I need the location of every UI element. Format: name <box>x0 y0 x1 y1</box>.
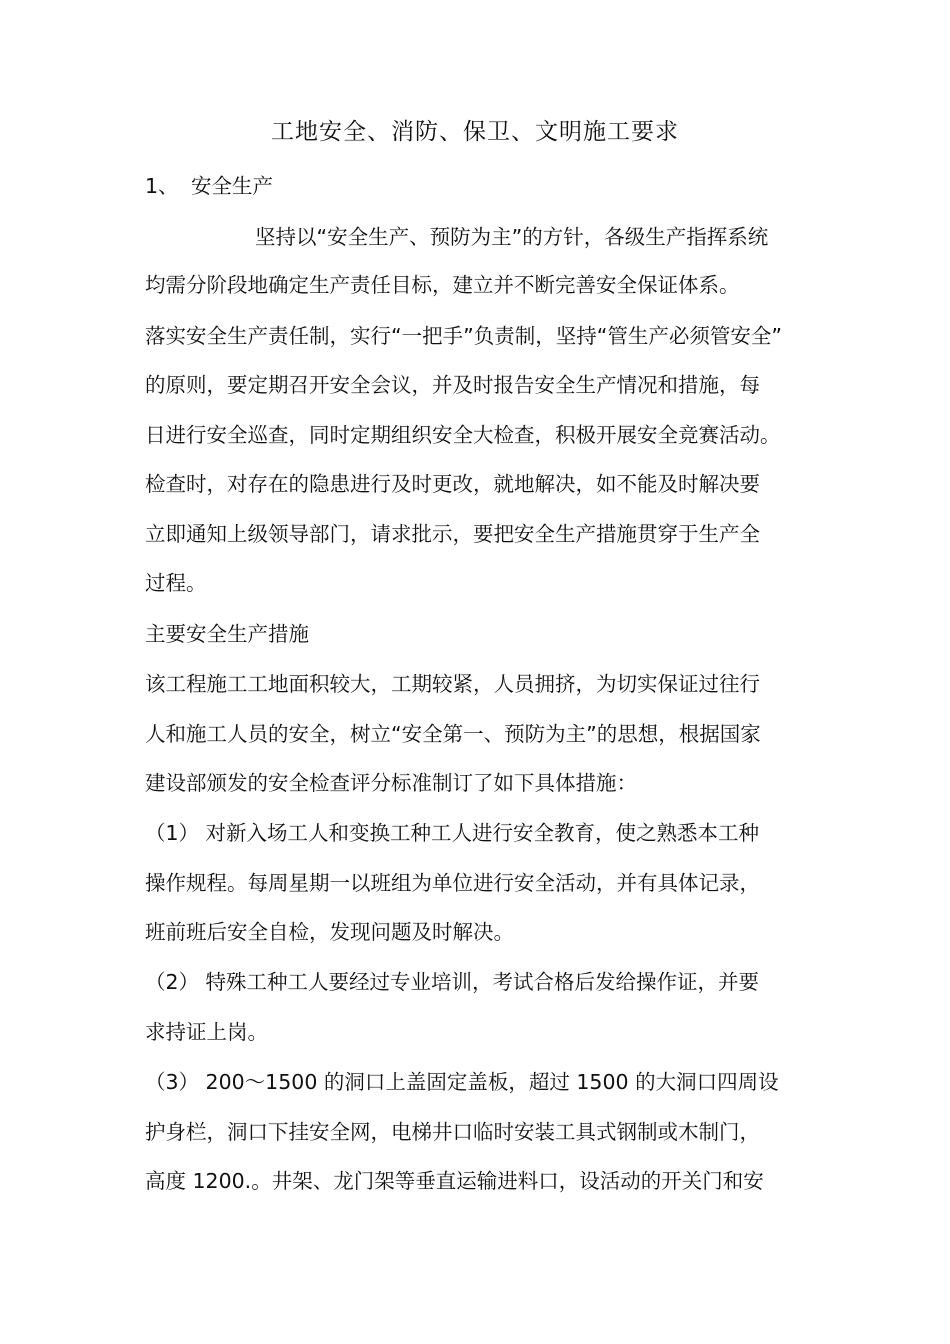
list-item-line: （3） 200～1500 的洞口上盖固定盖板，超过 1500 的大洞口四周设 <box>145 1070 779 1094</box>
list-item-line: 高度 1200.。井架、龙门架等垂直运输进料口，设活动的开关门和安 <box>145 1169 764 1193</box>
list-item-line: 操作规程。每周星期一以班组为单位进行安全活动，并有具体记录， <box>145 871 760 895</box>
paragraph-line: 立即通知上级领导部门，请求批示，要把安全生产措施贯穿于生产全 <box>145 522 760 546</box>
list-item-line: 护身栏，洞口下挂安全网，电梯井口临时安装工具式钢制或木制门， <box>145 1120 760 1144</box>
paragraph-line: 的原则，要定期召开安全会议，并及时报告安全生产情况和措施，每 <box>145 373 760 397</box>
paragraph-line: 检查时，对存在的隐患进行及时更改，就地解决，如不能及时解决要 <box>145 472 760 496</box>
list-item-line: （1） 对新入场工人和变换工种工人进行安全教育，使之熟悉本工种 <box>145 821 760 845</box>
document-title: 工地安全、消防、保卫、文明施工要求 <box>271 119 679 145</box>
paragraph-line: 该工程施工工地面积较大，工期较紧，人员拥挤，为切实保证过往行 <box>145 672 760 696</box>
subheading: 主要安全生产措施 <box>145 622 309 646</box>
paragraph-line: 建设部颁发的安全检查评分标准制订了如下具体措施： <box>145 771 637 795</box>
paragraph-line: 均需分阶段地确定生产责任目标，建立并不断完善安全保证体系。 <box>145 273 740 297</box>
section-number: 1、 <box>145 174 179 198</box>
paragraph-line: 人和施工人员的安全，树立“安全第一、预防为主”的思想，根据国家 <box>145 722 761 746</box>
paragraph-line: 过程。 <box>145 571 207 595</box>
list-item-line: 班前班后安全自检，发现问题及时解决。 <box>145 920 514 944</box>
section-title: 安全生产 <box>191 174 273 198</box>
section-heading <box>145 171 273 201</box>
paragraph-line: 坚持以“安全生产、预防为主”的方针，各级生产指挥系统 <box>255 225 769 249</box>
paragraph-line: 日进行安全巡查，同时定期组织安全大检查，积极开展安全竞赛活动。 <box>145 423 781 447</box>
paragraph-line: 落实安全生产责任制，实行“一把手”负责制，坚持“管生产必须管安全” <box>145 324 782 348</box>
list-item-line: （2） 特殊工种工人要经过专业培训，考试合格后发给操作证，并要 <box>145 970 760 994</box>
list-item-line: 求持证上岗。 <box>145 1020 268 1044</box>
